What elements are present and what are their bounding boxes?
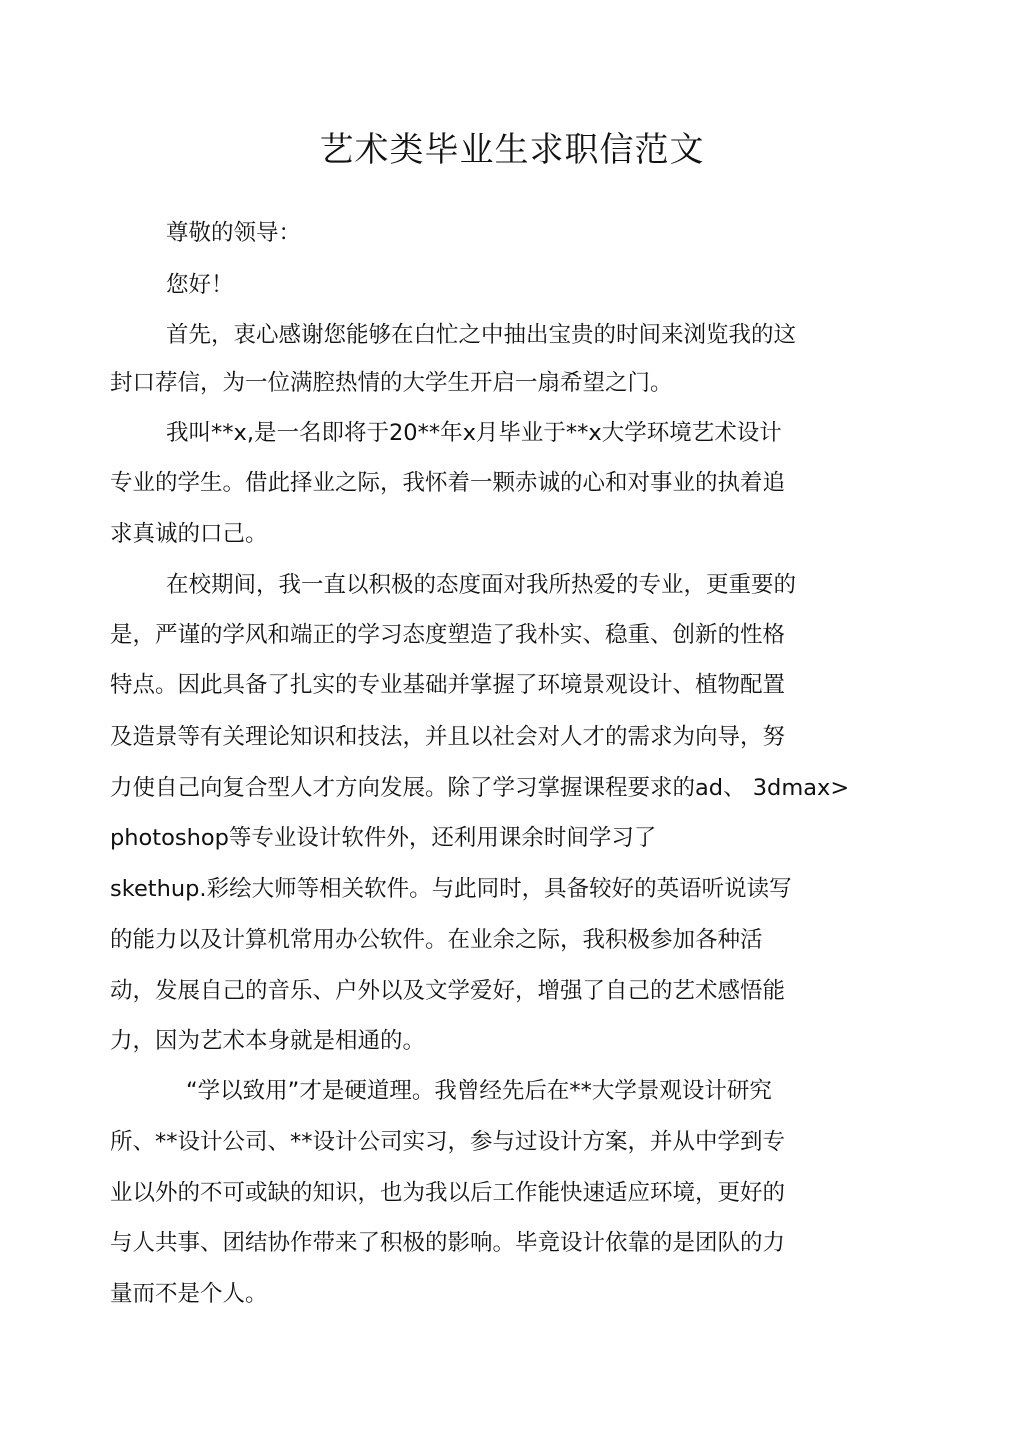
paragraph-line: 与人共事、团结协作带来了积极的影响。毕竟设计依靠的是团队的力 [110, 1230, 786, 1256]
greeting-line: 您好！ [166, 272, 234, 298]
paragraph-line: 所、**设计公司、**设计公司实习，参与过设计方案，并从中学到专 [110, 1129, 786, 1155]
paragraph-line: 封口荐信，为一位满腔热情的大学生开启一扇希望之门。 [110, 370, 673, 396]
paragraph-line: “学以致用”才是硬道理。我曾经先后在**大学景观设计研究 [186, 1078, 772, 1104]
paragraph-line: 特点。因此具备了扎实的专业基础并掌握了环境景观设计、植物配置 [110, 672, 786, 698]
paragraph-line: 是，严谨的学风和端正的学习态度塑造了我朴实、稳重、创新的性格 [110, 622, 786, 648]
paragraph-line: 首先，衷心感谢您能够在白忙之中抽出宝贵的时间来浏览我的这 [166, 322, 797, 348]
paragraph-line: 求真诚的口己。 [110, 521, 268, 547]
paragraph-line: 力使自己向复合型人才方向发展。除了学习掌握课程要求的ad、 3dmax> [110, 775, 850, 801]
paragraph-line: 动，发展自己的音乐、户外以及文学爱好，增强了自己的艺术感悟能 [110, 978, 786, 1004]
paragraph-line: 在校期间，我一直以积极的态度面对我所热爱的专业，更重要的 [166, 572, 797, 598]
paragraph-line: 专业的学生。借此择业之际，我怀着一颗赤诚的心和对事业的执着追 [110, 470, 786, 496]
paragraph-line: 及造景等有关理论知识和技法，并且以社会对人才的需求为向导，努 [110, 724, 786, 750]
paragraph-line: 的能力以及计算机常用办公软件。在业余之际，我积极参加各种活 [110, 927, 763, 953]
paragraph-line: 我叫**x,是一名即将于20**年x月毕业于**x大学环境艺术设计 [166, 420, 782, 446]
paragraph-line: photoshop等专业设计软件外，还利用课余时间学习了 [110, 825, 657, 851]
salutation-line: 尊敬的领导： [166, 220, 302, 246]
paragraph-line: 力，因为艺术本身就是相通的。 [110, 1028, 426, 1054]
paragraph-line: 量而不是个人。 [110, 1281, 268, 1307]
paragraph-line: 业以外的不可或缺的知识，也为我以后工作能快速适应环境，更好的 [110, 1180, 786, 1206]
document-title: 艺术类毕业生求职信范文 [319, 130, 705, 170]
paragraph-line: skethup.彩绘大师等相关软件。与此同时，具备较好的英语听说读写 [110, 876, 792, 902]
